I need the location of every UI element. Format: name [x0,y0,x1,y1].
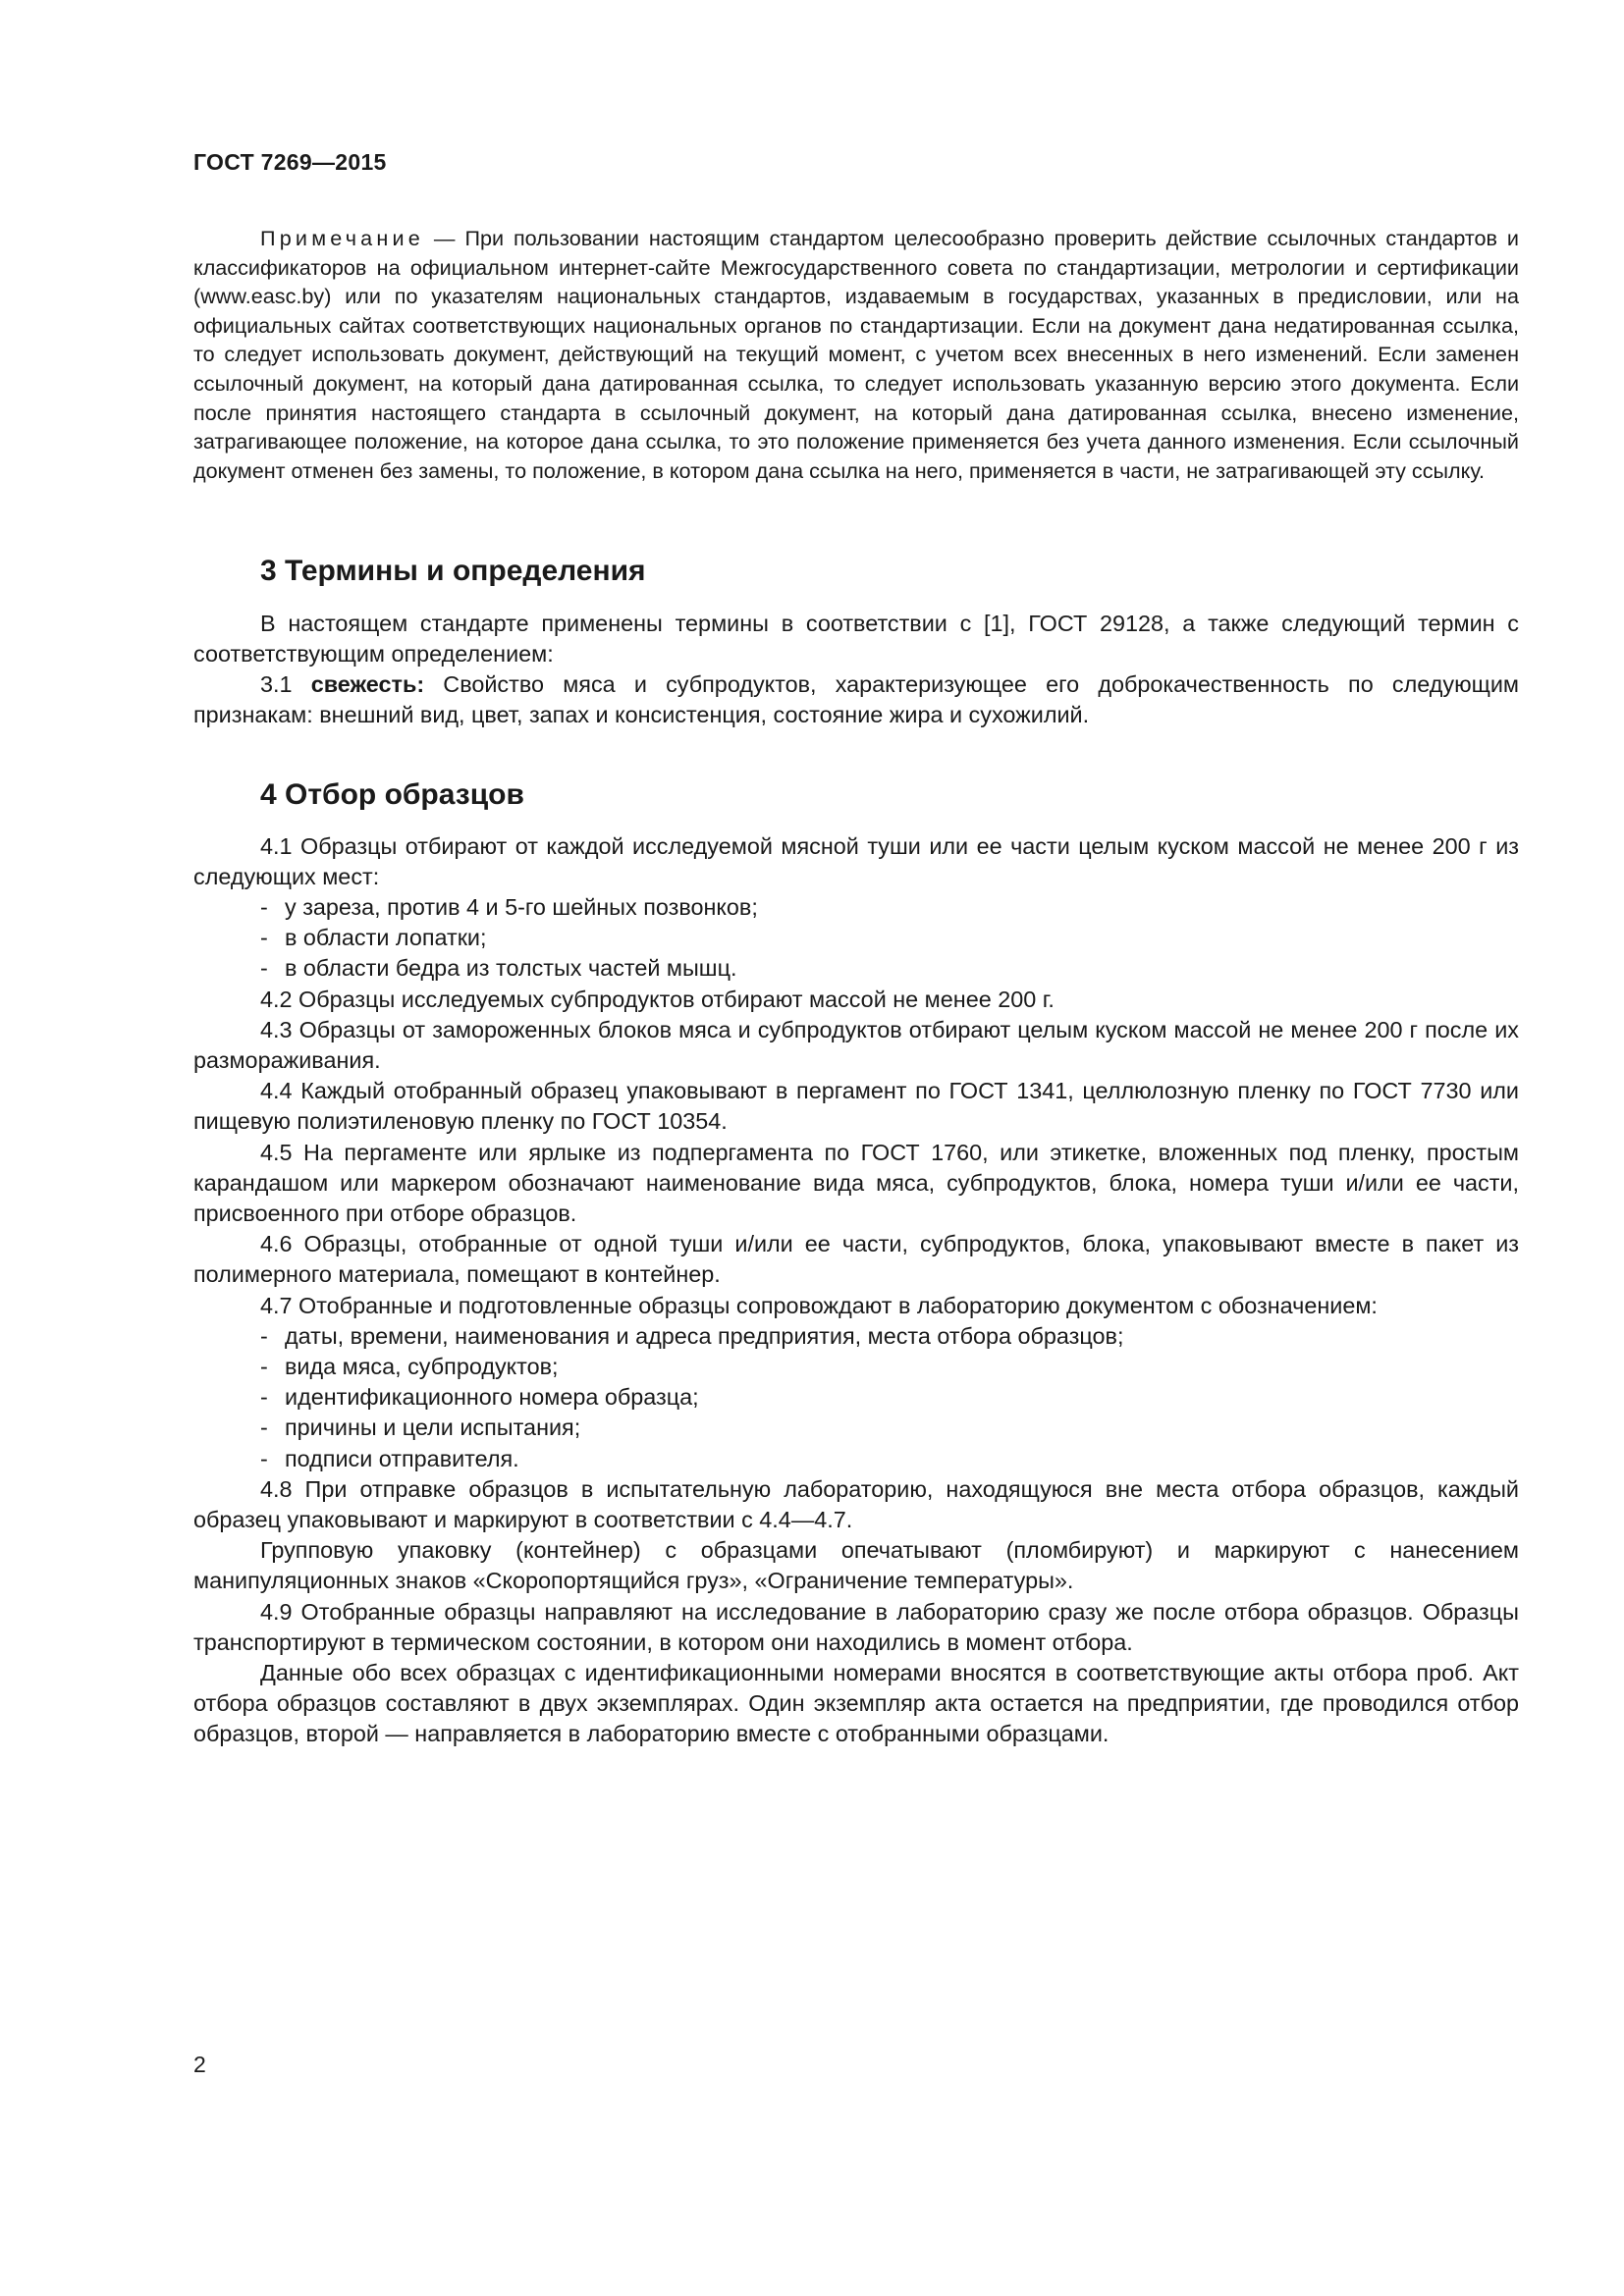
note-text: — При пользовании настоящим стандартом целесообразно проверить действие ссылочных стандартов и классификаторов на официальном интернет-сайте Межгосударственного совета по стандартизации, метрологии и сертификации (www.easc.by) или по указателям национальных стандартов, издаваемым в государствах, указанных в предисловии, или на официальных сайтах соответствующих национальных органов по стандартизации. Если на документ дана недатированная ссылка, то следует использовать документ, действующий на текущий момент, с учетом всех внесенных в него изменений. Если заменен ссылочный документ, на который дана датированная ссылка, то следует использовать указанную версию этого документа. Если после принятия настоящего стандарта в ссылочный документ, на который дана датированная ссылка, внесено изменение, затрагивающее положение, на которое дана ссылка, то это положение применяется без учета данного изменения. Если ссылочный документ отменен без замены, то положение, в котором дана ссылка на него, применяется в части, не затрагивающей эту ссылку. [193,226,1519,483]
list-item-text: подписи отправителя. [285,1445,519,1471]
list-item-text: у зареза, против 4 и 5-го шейных позвонков; [285,893,758,920]
section-3-intro: В настоящем стандарте применены термины в соответствии с [1], ГОСТ 29128, а также следующий термин с соответствующим определением: [193,610,1519,667]
paragraph-4-9: 4.9 Отобранные образцы направляют на исследование в лабораторию сразу же после отбора образцов. Образцы транспортируют в термическом состоянии, в котором они находились в момент отбора. [193,1598,1519,1655]
note-paragraph [193,224,1519,485]
list-item-text: причины и цели испытания; [285,1415,581,1441]
running-header: ГОСТ 7269—2015 [193,149,387,175]
paragraph-4-7: 4.7 Отобранные и подготовленные образцы сопровождают в лабораторию документом с обозначением: [260,1292,1378,1318]
list-item: - в области лопатки; [260,925,487,951]
list-item-text: в области лопатки; [285,925,487,951]
paragraph-4-6: 4.6 Образцы, отобранные от одной туши и/или ее части, субпродуктов, блока, упаковывают вместе в пакет из полимерного материала, помещают в контейнер. [193,1231,1519,1288]
term-definition-text: Свойство мяса и субпродуктов, характеризующее его доброкачественность по следующим признакам: внешний вид, цвет, запах и консистенция, состояние жира и сухожилий. [193,670,1520,728]
paragraph-4-8-continued: Групповую упаковку (контейнер) с образцами опечатывают (пломбируют) и маркируют с нанесением манипуляционных знаков «Скоропортящийся груз», «Ограничение температуры». [193,1537,1519,1594]
term-number: 3.1 [260,670,311,697]
paragraph-4-1: 4.1 Образцы отбирают от каждой исследуемой мясной туши или ее части целым куском массой не менее 200 г из следующих мест: [193,832,1519,889]
list-item: - вида мяса, субпродуктов; [260,1354,559,1380]
section-4-title: 4 Отбор образцов [260,778,524,812]
list-item-text: в области бедра из толстых частей мышц. [285,955,737,982]
list-item-text: вида мяса, субпродуктов; [285,1354,559,1380]
list-4-1 [193,892,1519,985]
note-label: Примечание [260,226,424,250]
list-item-text: идентификационного номера образца; [285,1384,699,1411]
list-item: - у зареза, против 4 и 5-го шейных позвонков; [260,893,758,920]
page-content [193,224,1519,1750]
list-4-7 [193,1321,1519,1474]
list-item: - даты, времени, наименования и адреса предприятия, места отбора образцов; [260,1322,1124,1349]
term-definition-3-1 [193,669,1519,730]
list-item: - идентификационного номера образца; [260,1384,699,1411]
term-name: свежесть: [310,670,425,697]
paragraph-4-4: 4.4 Каждый отобранный образец упаковывают в пергамент по ГОСТ 1341, целлюлозную пленку по ГОСТ 7730 или пищевую полиэтиленовую пленку по ГОСТ 10354. [193,1078,1519,1135]
list-item: - подписи отправителя. [260,1445,519,1471]
paragraph-4-8: 4.8 При отправке образцов в испытательную лабораторию, находящуюся вне места отбора образцов, каждый образец упаковывают и маркируют в соответствии с 4.4—4.7. [193,1475,1519,1533]
list-item: - в области бедра из толстых частей мышц. [260,955,737,982]
paragraph-4-5: 4.5 На пергаменте или ярлыке из подпергамента по ГОСТ 1760, или этикетке, вложенных под пленку, простым карандашом или маркером обозначают наименование вида мяса, субпродуктов, блока, номера туши и/или ее части, присвоенного при отборе образцов. [193,1139,1519,1226]
section-3-title: 3 Термины и определения [260,555,646,588]
paragraph-4-3: 4.3 Образцы от замороженных блоков мяса и субпродуктов отбирают целым куском массой не менее 200 г после их размораживания. [193,1016,1519,1073]
list-item-text: даты, времени, наименования и адреса предприятия, места отбора образцов; [285,1322,1124,1349]
paragraph-4-9-continued: Данные обо всех образцах с идентификационными номерами вносятся в соответствующие акты отбора проб. Акт отбора образцов составляют в двух экземплярах. Один экземпляр акта остается на предприятии, где проводился отбор образцов, второй — направляется в лабораторию вместе с отобранными образцами. [193,1660,1519,1747]
paragraph-4-2: 4.2 Образцы исследуемых субпродуктов отбирают массой не менее 200 г. [260,986,1055,1012]
list-item: - причины и цели испытания; [260,1415,581,1441]
page-number: 2 [193,2052,206,2077]
